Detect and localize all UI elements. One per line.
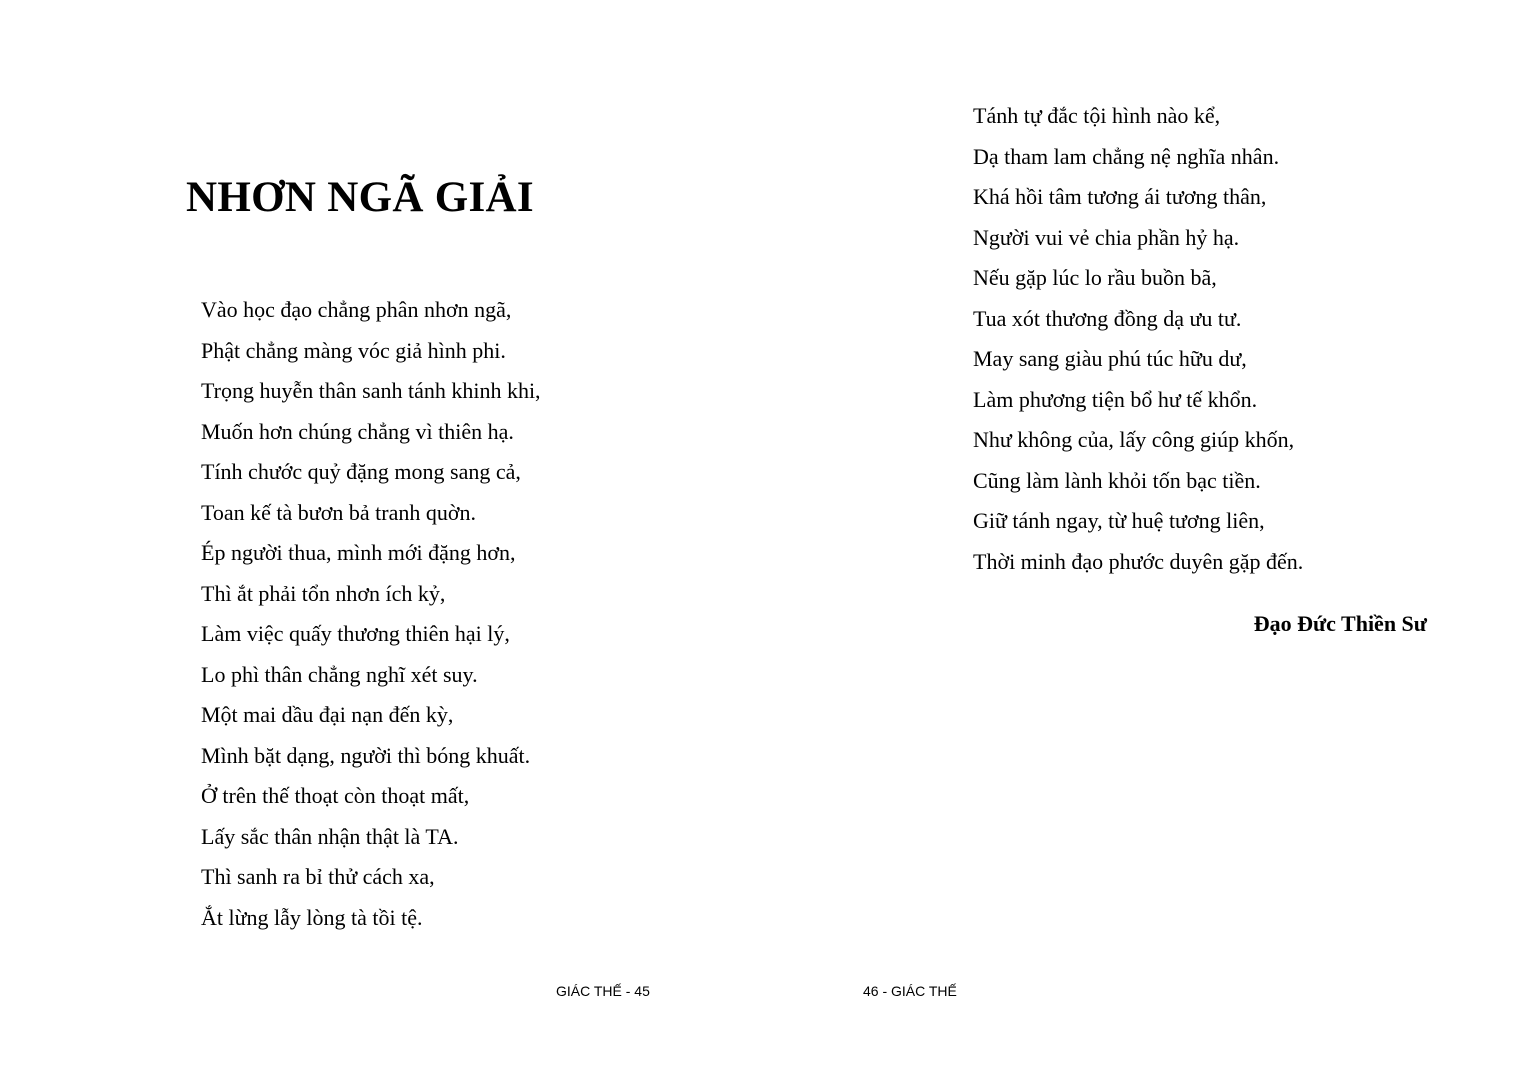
verse-line: Thời minh đạo phước duyên gặp đến. — [973, 548, 1304, 574]
verse-line: Ở trên thế thoạt còn thoạt mất, — [201, 783, 470, 808]
verse-line: Tánh tự đắc tội hình nào kể, — [973, 103, 1221, 128]
verse-line: Làm phương tiện bổ hư tế khổn. — [973, 386, 1258, 412]
right-page — [760, 0, 1520, 1076]
page-footer-right: 46 - GIÁC THẾ — [863, 983, 957, 999]
verse-line: Muốn hơn chúng chẳng vì thiên hạ. — [201, 418, 514, 444]
verse-line: Phật chẳng màng vóc giả hình phi. — [201, 337, 506, 363]
verse-line: Vào học đạo chẳng phân nhơn ngã, — [201, 297, 512, 322]
verse-line: Mình bặt dạng, người thì bóng khuất. — [201, 742, 531, 768]
verse-line: Khá hồi tâm tương ái tương thân, — [973, 184, 1267, 209]
verse-line: Dạ tham lam chẳng nệ nghĩa nhân. — [973, 143, 1280, 169]
verse-line: Ép người thua, mình mới đặng hơn, — [201, 540, 516, 565]
verse-line: Lấy sắc thân nhận thật là TA. — [201, 823, 459, 849]
verse-line: Trọng huyễn thân sanh tánh khinh khi, — [201, 378, 541, 403]
verse-line: Ắt lừng lẫy lòng tà tồi tệ. — [201, 904, 423, 930]
verse-line: Làm việc quấy thương thiên hại lý, — [201, 621, 510, 646]
left-verse — [201, 290, 541, 938]
verse-line: May sang giàu phú túc hữu dư, — [973, 346, 1247, 371]
poem-title: NHƠN NGÃ GIẢI — [186, 174, 534, 221]
verse-line: Người vui vẻ chia phần hỷ hạ. — [973, 224, 1240, 250]
author-signature: Đạo Đức Thiền Sư — [1253, 611, 1427, 636]
verse-line: Nếu gặp lúc lo rầu buồn bã, — [973, 265, 1217, 290]
verse-line: Thì sanh ra bỉ thử cách xa, — [201, 864, 435, 889]
right-verse — [973, 96, 1303, 582]
verse-line: Lo phì thân chẳng nghĩ xét suy. — [201, 661, 478, 687]
verse-line: Một mai dầu đại nạn đến kỳ, — [201, 702, 454, 727]
verse-line: Thì ắt phải tổn nhơn ích kỷ, — [201, 580, 446, 606]
verse-line: Giữ tánh ngay, từ huệ tương liên, — [973, 508, 1265, 533]
verse-line: Toan kế tà bươn bả tranh quờn. — [201, 499, 476, 525]
page-footer-left: GIÁC THẾ - 45 — [556, 983, 650, 999]
verse-line: Tính chước quỷ đặng mong sang cả, — [201, 459, 521, 484]
verse-line: Tua xót thương đồng dạ ưu tư. — [973, 305, 1242, 331]
verse-line: Cũng làm lành khỏi tốn bạc tiền. — [973, 467, 1261, 493]
verse-line: Như không của, lấy công giúp khốn, — [973, 427, 1295, 452]
